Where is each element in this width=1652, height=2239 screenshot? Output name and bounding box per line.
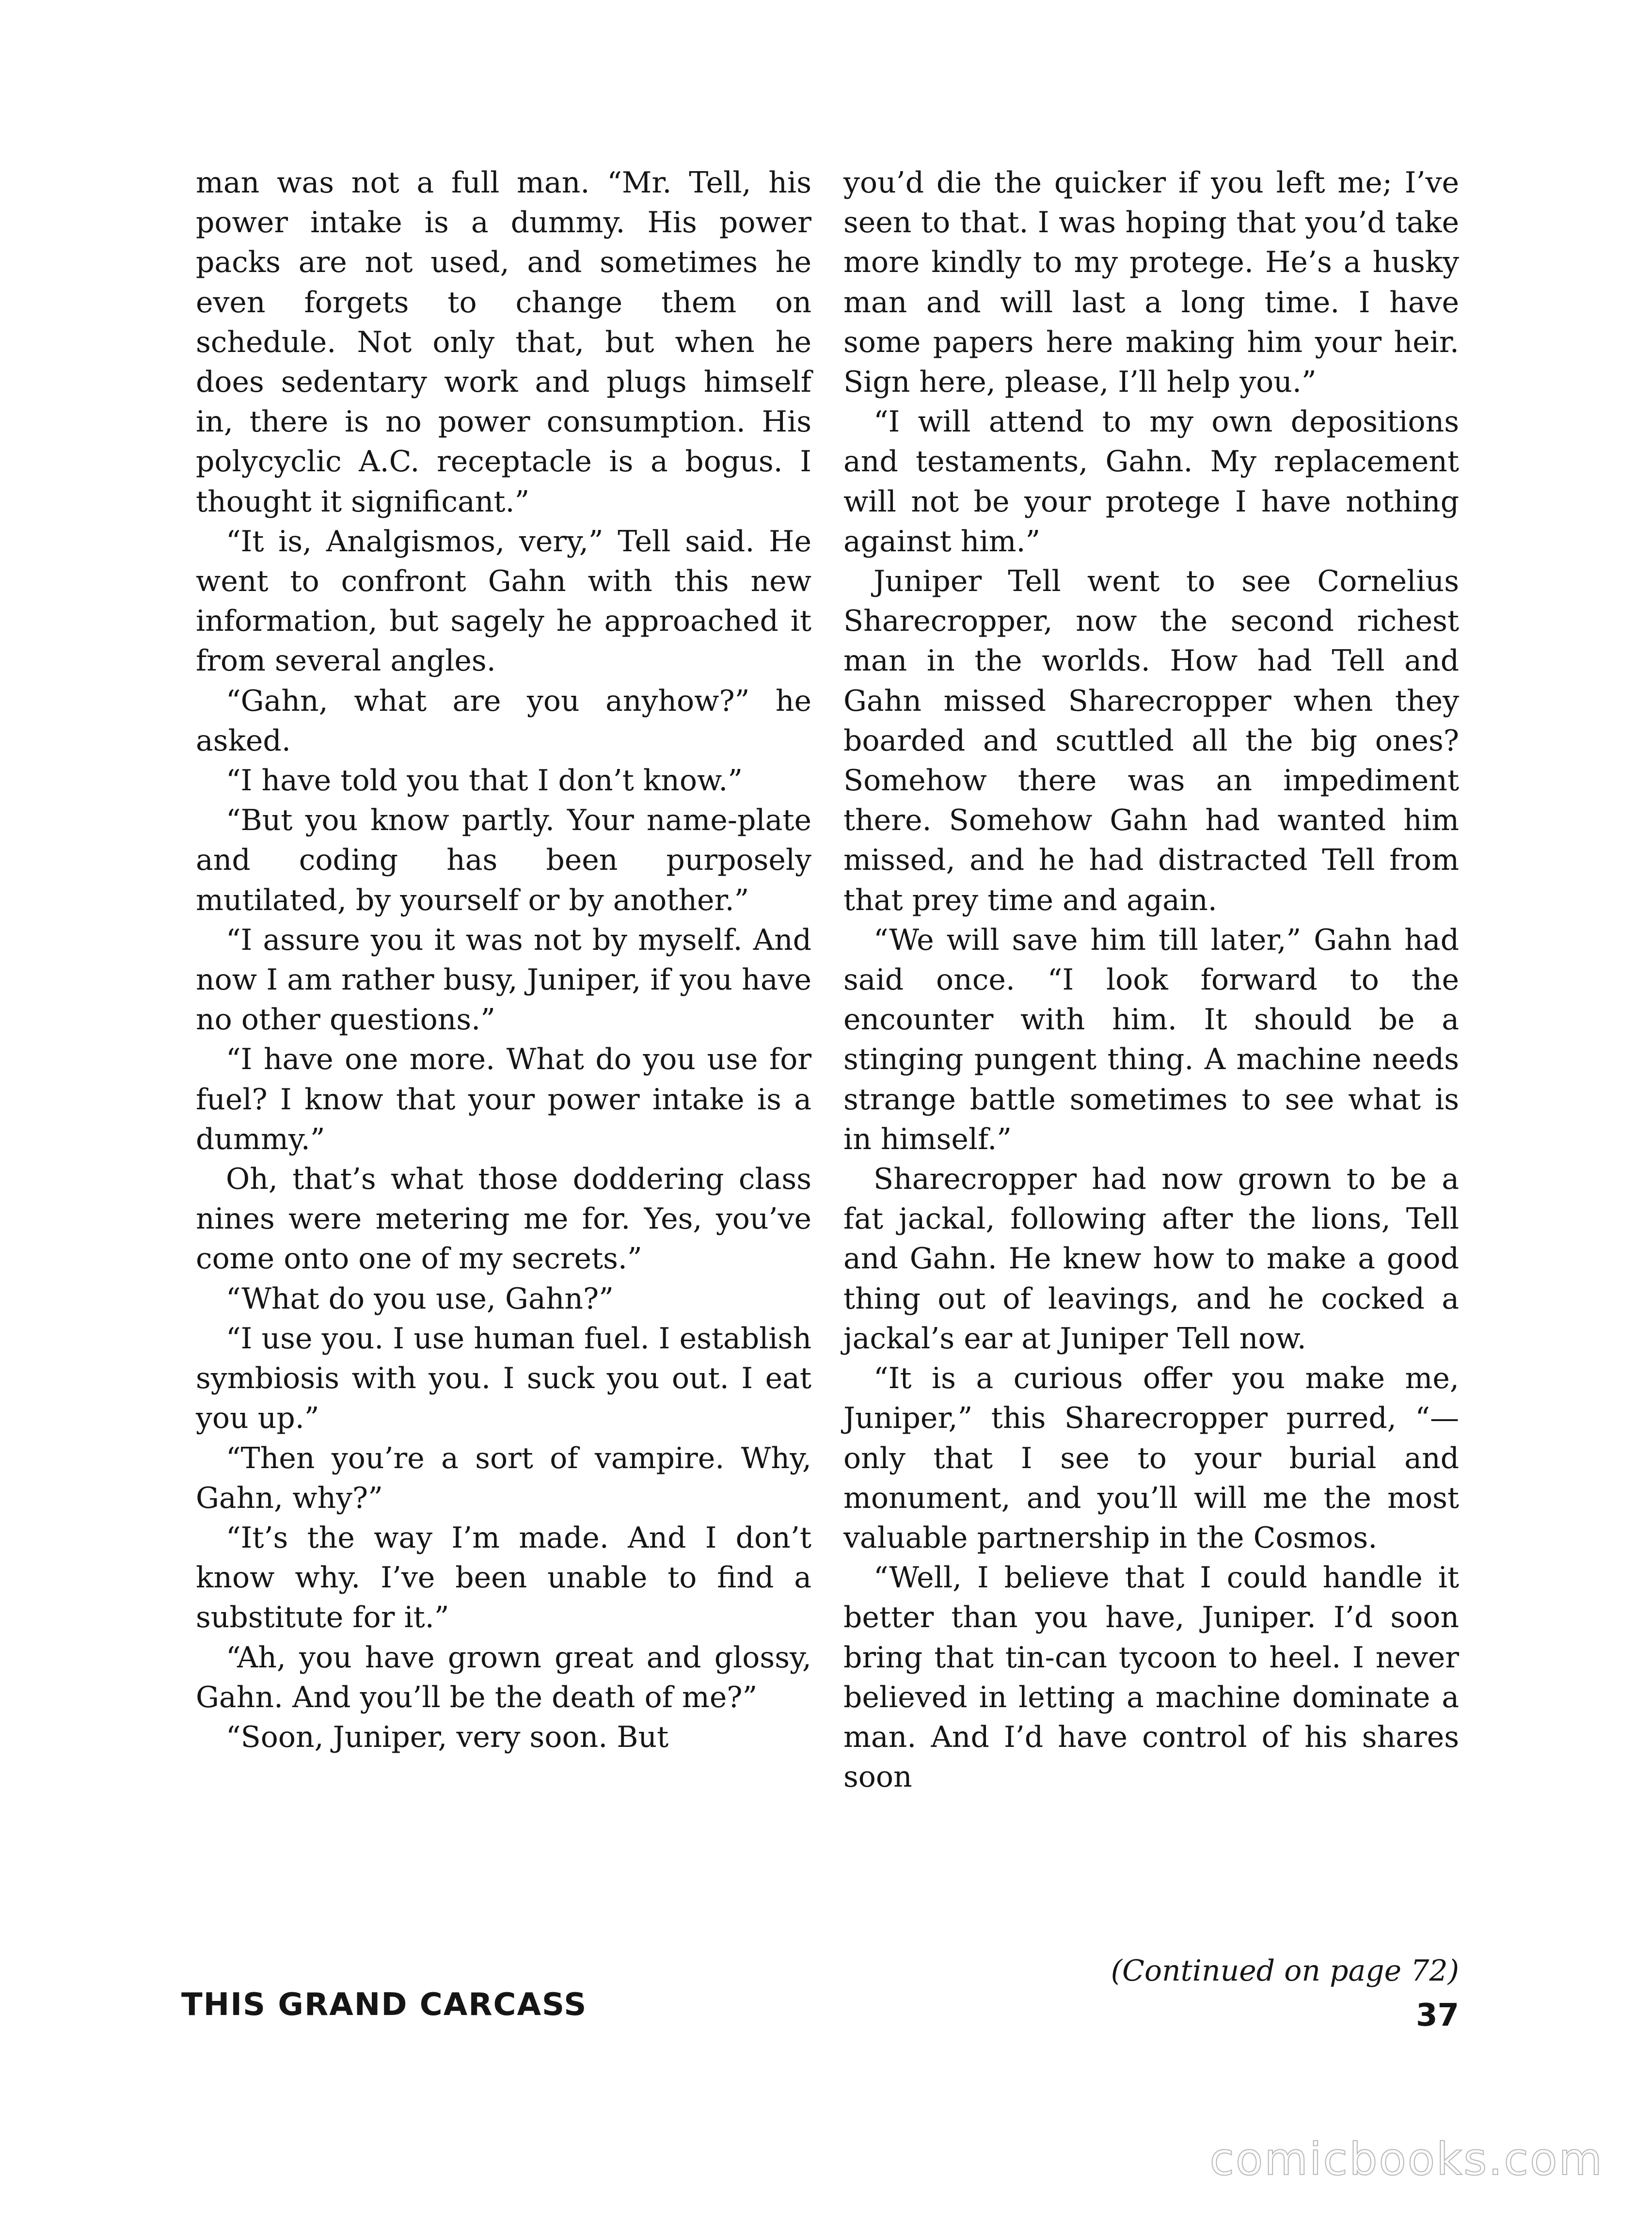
left-text-column: [196, 163, 811, 1757]
paragraph: “I have told you that I don’t know.”: [226, 764, 743, 798]
paragraph: “I will attend to my own depositions and testaments, Gahn. My replacement will not be your protege I have nothing against him.”: [843, 405, 1459, 559]
paragraph: Juniper Tell went to see Cornelius Sharecropper, now the second richest man in the worlds. How had Tell and Gahn missed Sharecropper when they boarded and scuttled all the big ones? Somehow there was an impediment there. Somehow Gahn had wanted him missed, and he had distracted Tell from that prey time and again.: [843, 564, 1459, 917]
paragraph: “I assure you it was not by myself. And now I am rather busy, Juniper, if you have no other questions.”: [196, 923, 811, 1037]
watermark-logo: comicbooks.com: [1209, 2133, 1604, 2185]
paragraph: “We will save him till later,” Gahn had said once. “I look forward to the encounter with him. It should be a stinging pungent thing. A machine needs strange battle sometimes to see what is in himself.”: [843, 923, 1459, 1156]
paragraph: “Soon, Juniper, very soon. But: [226, 1720, 669, 1754]
continued-note: (Continued on page 72): [1111, 1954, 1459, 1988]
running-title: THIS GRAND CARCASS: [181, 1987, 588, 2023]
paragraph: you’d die the quicker if you left me; I’ve seen to that. I was hoping that you’d take more kindly to my protege. He’s a husky man and will last a long time. I have some papers here making him your heir. Sign here, please, I’ll help you.”: [843, 166, 1459, 400]
paragraph: Sharecropper had now grown to be a fat jackal, following after the lions, Tell and Gahn. He knew how to make a good thing out of leavings, and he cocked a jackal’s ear at Juniper Tell now.: [843, 1162, 1459, 1356]
paragraph: “Ah, you have grown great and glossy, Gahn. And you’ll be the death of me?”: [196, 1640, 811, 1714]
paragraph: “It is, Analgismos, very,” Tell said. He went to confront Gahn with this new information, but sagely he approached it from several angles.: [196, 524, 811, 678]
paragraph: “Well, I believe that I could handle it better than you have, Juniper. I’d soon bring that tin-can tycoon to heel. I never believed in letting a machine dominate a man. And I’d have control of his shares soon: [843, 1561, 1459, 1794]
paragraph: “I use you. I use human fuel. I establish symbiosis with you. I suck you out. I eat you up.”: [196, 1321, 811, 1436]
page-number: 37: [1415, 1998, 1459, 2033]
paragraph: “What do you use, Gahn?”: [226, 1281, 614, 1316]
right-text-column: [843, 163, 1459, 1797]
paragraph: “Gahn, what are you anyhow?” he asked.: [196, 684, 811, 758]
paragraph: man was not a full man. “Mr. Tell, his power intake is a dummy. His power packs are not used, and sometimes he even forgets to change them on schedule. Not only that, but when he does sedentary work and plugs himself in, there is no power consumption. His polycyclic A.C. receptacle is a bogus. I thought it significant.”: [196, 166, 811, 519]
paragraph: “I have one more. What do you use for fuel? I know that your power intake is a dummy.”: [196, 1042, 811, 1156]
paragraph: Oh, that’s what those doddering class nines were metering me for. Yes, you’ve come onto one of my secrets.”: [196, 1162, 811, 1276]
paragraph: “It is a curious offer you make me, Juniper,” this Sharecropper purred, “—only that I see to your burial and monument, and you’ll will me the most valuable partnership in the Cosmos.: [843, 1361, 1459, 1555]
paragraph: “It’s the way I’m made. And I don’t know why. I’ve been unable to find a substitute for it.”: [196, 1520, 811, 1635]
paragraph: “Then you’re a sort of vampire. Why, Gahn, why?”: [196, 1441, 811, 1515]
paragraph: “But you know partly. Your name-plate and coding has been purposely mutilated, by yourself or by another.”: [196, 803, 811, 917]
